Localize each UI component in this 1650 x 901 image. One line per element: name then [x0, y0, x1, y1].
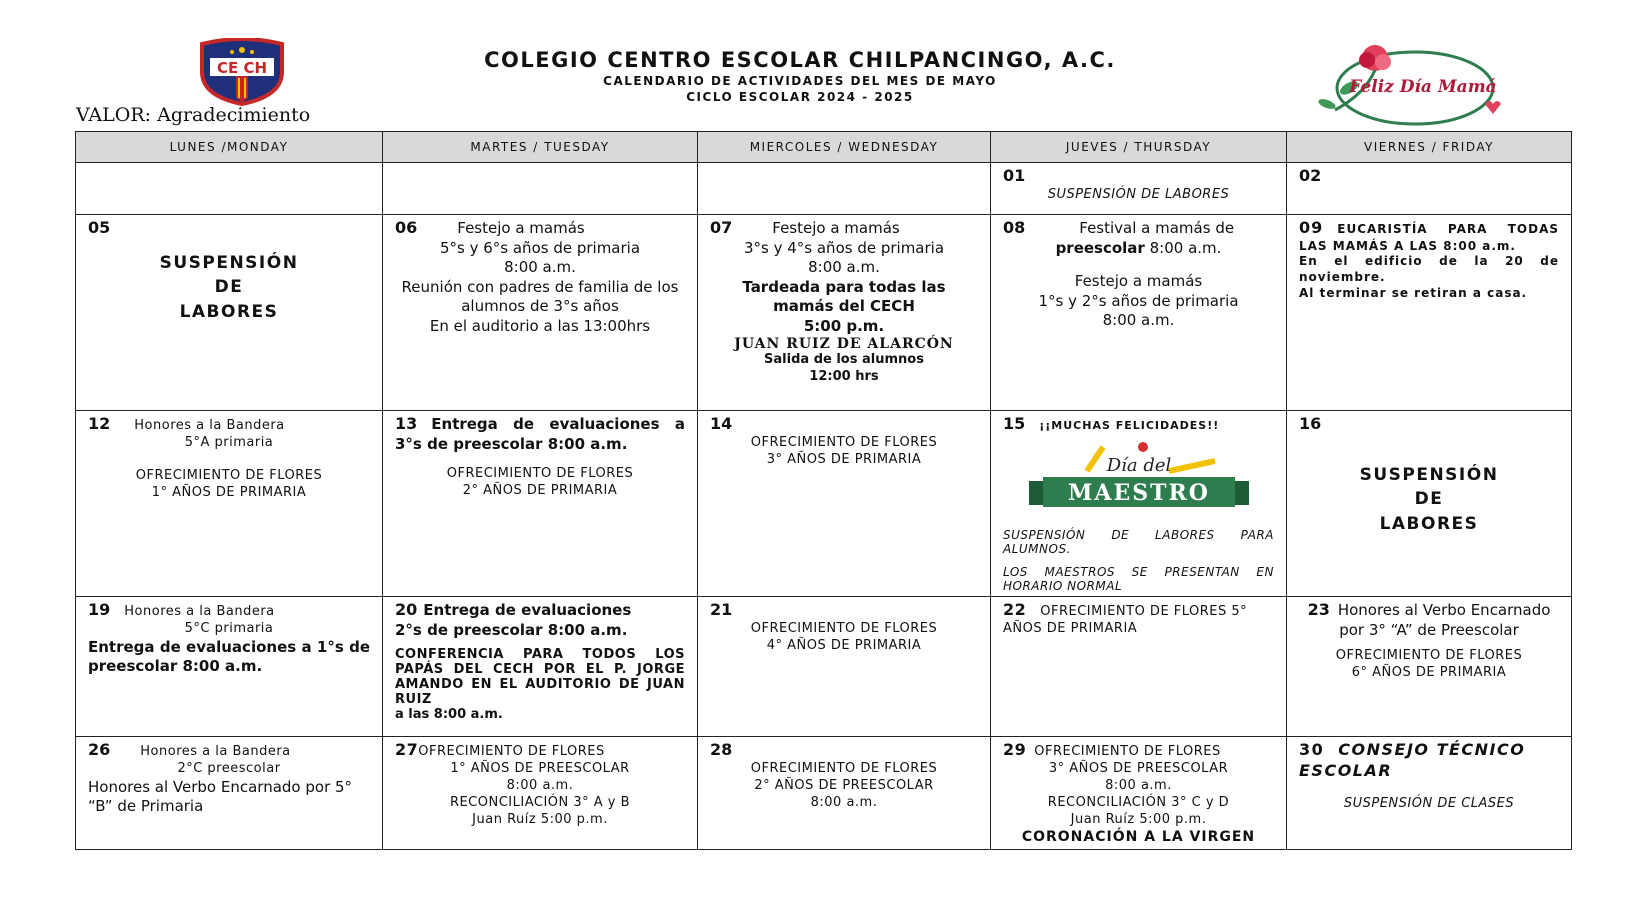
day-number: 26 — [88, 739, 111, 759]
event-text: SUSPENSIÓN DE CLASES — [1343, 795, 1515, 811]
event-text: CONFERENCIA PARA TODOS LOS PAPÁS DEL CECH POR EL P. JORGE AMANDO EN EL AUDITORIO DE JUAN RUIZ — [395, 647, 685, 708]
event-text: 5:00 p.m. — [803, 316, 885, 335]
event-text: Entrega de evaluaciones a 3°s de preescolar 8:00 a.m. — [395, 415, 685, 453]
weekday-header-row — [76, 132, 1572, 163]
event-text: RECONCILIACIÓN 3° C y D — [1047, 794, 1230, 810]
event-text: LABORES — [179, 302, 279, 323]
day-number: 23 — [1307, 599, 1330, 619]
day-number: 29 — [1003, 739, 1027, 759]
event-text: 12:00 hrs — [809, 369, 879, 385]
logo-text: CE CH — [216, 59, 268, 77]
event-text: Honores a la Bandera — [140, 743, 291, 759]
event-text: 8:00 a.m. — [810, 794, 878, 810]
event-text: OFRECIMIENTO DE FLORES — [1034, 743, 1221, 759]
day-number: 06 — [395, 218, 418, 237]
event-text: Salida de los alumnos — [764, 352, 924, 368]
day-number: 20 — [395, 599, 418, 619]
event-text: preescolar — [1055, 238, 1145, 257]
calendar-table — [75, 131, 1572, 850]
event-text: SUSPENSIÓN DE LABORES PARA ALUMNOS. — [1003, 527, 1274, 556]
event-text: LABORES — [1379, 514, 1479, 535]
event-text: DE — [214, 277, 244, 298]
event-text: Festival a mamás de — [1079, 219, 1235, 237]
school-name: COLEGIO CENTRO ESCOLAR CHILPANCINGO, A.C. — [484, 48, 1116, 72]
event-text: 5°C primaria — [184, 620, 274, 636]
event-text: SUSPENSIÓN — [1359, 464, 1499, 485]
day-number: 02 — [1299, 166, 1322, 185]
empty-cell — [76, 163, 383, 215]
event-text: DE — [1414, 489, 1444, 510]
event-text: 1°s y 2°s años de primaria — [1038, 291, 1239, 310]
day-number: 15 — [1003, 414, 1026, 433]
day-number: 05 — [88, 218, 111, 237]
event-text: OFRECIMIENTO DE FLORES — [135, 467, 323, 483]
day-cell-08 — [991, 215, 1287, 411]
event-text: OFRECIMIENTO DE FLORES — [750, 620, 938, 636]
event-text: Reunión con padres de familia de los alumnos de 3°s años — [401, 277, 679, 316]
event-text: Honores al Verbo Encarnado por 3° “A” de Preescolar — [1337, 600, 1551, 639]
day-cell-21 — [698, 596, 991, 736]
event-text: OFRECIMIENTO DE FLORES — [418, 743, 605, 759]
empty-cell — [383, 163, 698, 215]
mothers-day-badge — [1305, 44, 1515, 128]
banner-title: MAESTRO — [1067, 479, 1210, 506]
event-text: Tardeada para todas las mamás del CECH — [742, 277, 946, 316]
event-text: 2° AÑOS DE PREESCOLAR — [754, 777, 934, 793]
event-text: En el edificio de la 20 de noviembre. — [1299, 254, 1559, 284]
event-text: 8:00 a.m. — [808, 258, 880, 277]
day-number: 13 — [395, 414, 418, 433]
teachers-day-banner — [1029, 441, 1249, 523]
day-cell-05 — [76, 215, 383, 411]
empty-cell — [698, 163, 991, 215]
event-text: SUSPENSIÓN — [159, 252, 299, 273]
day-cell-19 — [76, 596, 383, 736]
day-cell-13 — [383, 411, 698, 597]
day-cell-22 — [991, 596, 1287, 736]
day-cell-09 — [1287, 215, 1572, 411]
weekday-monday: LUNES /MONDAY — [76, 132, 383, 163]
day-cell-06 — [383, 215, 698, 411]
day-number: 27 — [395, 739, 419, 759]
event-text: 2°C preescolar — [177, 760, 281, 776]
valor-label: VALOR: Agradecimiento — [76, 104, 311, 126]
event-text: OFRECIMIENTO DE FLORES — [750, 760, 938, 776]
event-text: Al terminar se retiran a casa. — [1299, 285, 1528, 300]
week-row — [76, 596, 1572, 736]
event-text: CORONACIÓN A LA VIRGEN — [1021, 829, 1256, 846]
day-cell-23 — [1287, 596, 1572, 736]
event-text: 5°A primaria — [184, 434, 274, 450]
day-cell-30 — [1287, 736, 1572, 849]
event-text: Honores a la Bandera — [134, 418, 285, 433]
event-text: 3°s y 4°s años de primaria — [743, 238, 945, 257]
calendar-subtitle: CALENDARIO DE ACTIVIDADES DEL MES DE MAYO — [603, 74, 997, 88]
day-cell-20 — [383, 596, 698, 736]
event-text: 4° AÑOS DE PRIMARIA — [766, 637, 922, 653]
weekday-tuesday: MARTES / TUESDAY — [383, 132, 698, 163]
event-text: 8:00 a.m. — [504, 258, 576, 277]
day-number: 07 — [710, 218, 733, 237]
event-text: 8:00 a.m. — [1102, 311, 1175, 330]
day-number: 16 — [1299, 414, 1322, 433]
weekday-friday: VIERNES / FRIDAY — [1287, 132, 1572, 163]
day-number: 28 — [710, 739, 733, 759]
week-row — [76, 411, 1572, 597]
event-text: Juan Ruíz 5:00 p.m. — [472, 811, 608, 827]
day-cell-02 — [1287, 163, 1572, 215]
event-text: Juan Ruíz 5:00 p.m. — [1070, 811, 1207, 827]
event-text: Festejo a mamás — [1074, 272, 1203, 291]
week-row — [76, 215, 1572, 411]
event-text: 6° AÑOS DE PRIMARIA — [1351, 665, 1507, 681]
banner-subtitle: Día del — [1106, 454, 1171, 476]
event-text: RECONCILIACIÓN 3° A y B — [449, 794, 631, 810]
day-cell-15 — [991, 411, 1287, 597]
event-text: SUSPENSIÓN DE LABORES — [1047, 186, 1230, 202]
event-text: 1° AÑOS DE PRIMARIA — [151, 484, 307, 500]
event-text: OFRECIMIENTO DE FLORES — [750, 434, 938, 450]
event-text: 8:00 a.m. — [1149, 238, 1222, 257]
event-text: a las 8:00 a.m. — [395, 707, 503, 723]
event-text: 1° AÑOS DE PREESCOLAR — [450, 760, 630, 776]
day-number: 30 — [1299, 739, 1325, 759]
day-cell-28 — [698, 736, 991, 849]
event-text: 5°s y 6°s años de primaria — [439, 238, 641, 257]
event-text: ¡¡MUCHAS FELICIDADES!! — [1039, 419, 1220, 432]
event-text: 2°s de preescolar 8:00 a.m. — [395, 620, 628, 639]
badge-text: Feliz Día Mamá — [1349, 77, 1497, 97]
day-number: 08 — [1003, 218, 1026, 237]
event-text: Entrega de evaluaciones a 1°s de preescolar 8:00 a.m. — [88, 637, 370, 676]
week-row — [76, 163, 1572, 215]
event-text: OFRECIMIENTO DE FLORES — [446, 466, 634, 482]
day-cell-27 — [383, 736, 698, 849]
day-cell-26 — [76, 736, 383, 849]
event-text: 8:00 a.m. — [1105, 777, 1172, 793]
weekday-wednesday: MIERCOLES / WEDNESDAY — [698, 132, 991, 163]
event-text: OFRECIMIENTO DE FLORES 5° AÑOS DE PRIMARIA — [1003, 603, 1248, 636]
event-text: CONSEJO TÉCNICO ESCOLAR — [1299, 739, 1526, 780]
day-number: 12 — [88, 414, 111, 433]
day-cell-14 — [698, 411, 991, 597]
event-text: Entrega de evaluaciones — [423, 600, 632, 619]
event-text: OFRECIMIENTO DE FLORES — [1335, 648, 1523, 664]
event-text: 3° AÑOS DE PRIMARIA — [766, 451, 922, 467]
day-cell-07 — [698, 215, 991, 411]
day-number: 21 — [710, 599, 733, 619]
day-cell-29 — [991, 736, 1287, 849]
event-text: 3° AÑOS DE PREESCOLAR — [1048, 760, 1229, 776]
school-cycle: CICLO ESCOLAR 2024 - 2025 — [686, 90, 914, 104]
day-cell-16 — [1287, 411, 1572, 597]
event-text: En el auditorio a las 13:00hrs — [429, 316, 651, 335]
event-text: JUAN RUIZ DE ALARCÓN — [734, 336, 954, 353]
day-number: 19 — [88, 599, 111, 619]
day-cell-01 — [991, 163, 1287, 215]
day-number: 01 — [1003, 166, 1026, 185]
document-header — [360, 48, 1240, 104]
event-text: Honores a la Bandera — [124, 603, 275, 619]
event-text: LOS MAESTROS SE PRESENTAN EN HORARIO NORMAL — [1003, 565, 1274, 594]
event-text: 8:00 a.m. — [506, 777, 574, 793]
day-number: 22 — [1003, 599, 1027, 619]
school-logo — [196, 38, 288, 106]
week-row — [76, 736, 1572, 849]
day-number: 14 — [710, 414, 733, 433]
weekday-thursday: JUEVES / THURSDAY — [991, 132, 1287, 163]
day-number: 09 — [1299, 218, 1324, 237]
event-text: EUCARISTÍA PARA TODAS LAS MAMÁS A LAS 8:00 a.m. — [1299, 222, 1559, 253]
event-text: 2° AÑOS DE PRIMARIA — [462, 483, 618, 499]
event-text: Honores al Verbo Encarnado por 5° “B” de Primaria — [88, 777, 353, 816]
day-cell-12 — [76, 411, 383, 597]
event-text: Festejo a mamás — [457, 219, 585, 237]
event-text: Festejo a mamás — [772, 219, 900, 237]
